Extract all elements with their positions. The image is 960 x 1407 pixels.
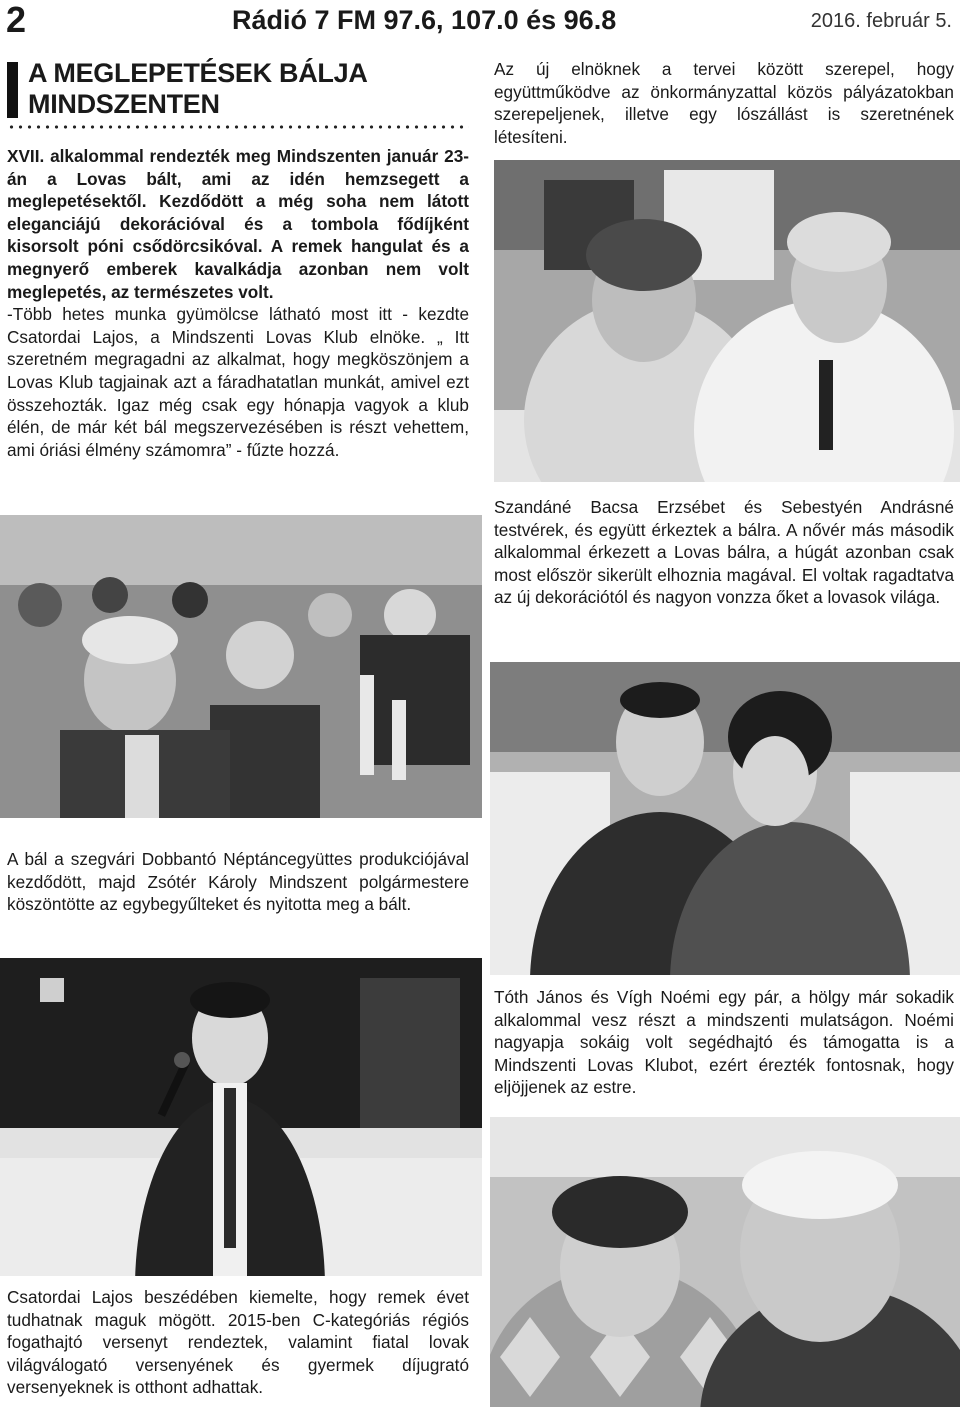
- article-body: -Több hetes munka gyümölcse látható most itt - kezdte Csatordai Lajos, a Mindszenti Lovas Klub elnöke. „ Itt szeretném megragadni az alkalmat, hogy megköszönjem a Lovas Klub tagjainak azt a fáradhatatlan munkát, amivel ezt összehozták. Igaz még csak egy hónapja vagyok a klub élén, de már két bál megszervezésében is részt vehettem, ami óriási élmény számomra” - fűzte hozzá.: [7, 304, 469, 460]
- photo-couple: [490, 662, 960, 975]
- station-name: Rádió 7 FM 97.6, 107.0 és 96.8: [232, 5, 617, 35]
- dotted-divider: [7, 124, 469, 130]
- article-text-left: [7, 145, 469, 461]
- caption-dance: A bál a szegvári Dobbantó Néptáncegyüttes produkciójával kezdődött, majd Zsótér Károly Mindszent polgármestere köszöntötte az egybegyűlteket és nyitotta meg a bált.: [7, 849, 469, 915]
- caption-speech: Csatordai Lajos beszédében kiemelte, hogy remek évet tudhatnak maguk mögött. 2015-ben C-kategóriás régiós fogathajtó versenyt rendeztek, valamint fiatal lovak világválogató versenyének és gyermek díjugrató versenyeknek is otthont adhattak.: [7, 1287, 469, 1398]
- page-header: [0, 0, 960, 46]
- photo-speaker: [0, 958, 482, 1276]
- photo-crowd: [0, 515, 482, 818]
- photo-sisters: [494, 160, 960, 482]
- article-right-intro: Az új elnöknek a tervei között szerepel, hogy együttműködve az önkormányzattal közös pályázatokban szerepeljenek, illetve egy lószállást is szeretnének létesíteni.: [494, 59, 954, 147]
- photo-older-couple: [490, 1117, 960, 1407]
- article-title: [28, 58, 368, 120]
- article-lead: XVII. alkalommal rendezték meg Mindszenten január 23-án a Lovas bált, ami az idén hemzsegett a meglepetésektől. Kezdődött a még soha nem látott eleganciájú dekorációval és a tombola fődíjként kisorsolt póni csődörcsikóval. A remek hangulat és a megnyerő emberek kavalkádja azonban nem volt meglepetés, az természetes volt.: [7, 146, 469, 302]
- article-title-line1: A MEGLEPETÉSEK BÁLJA: [28, 58, 368, 88]
- article-text-right: [494, 58, 954, 148]
- issue-date: 2016. február 5.: [810, 10, 952, 32]
- article-title-line2: MINDSZENTEN: [28, 89, 220, 119]
- title-accent-bar: [7, 62, 18, 118]
- caption-couple: Tóth János és Vígh Noémi egy pár, a hölgy már sokadik alkalommal vesz részt a mindszenti mulatságon. Noémi nagyapja sokáig volt segédhajtó és támogatta is a Mindszenti Lovas Klubot, ezért érezték fontosnak, hogy eljöjjenek az estre.: [494, 987, 954, 1098]
- page-number: 2: [6, 0, 27, 40]
- caption-sisters: Szandáné Bacsa Erzsébet és Sebestyén Andrásné testvérek, és együtt érkeztek a bálra. A nővér más második alkalommal érkezett a Lovas bálra, a húgát azonban csak most először sikerült elhoznia magával. El voltak ragadtatva az új dekorációtól és nagyon vonzza őket a lovasok világa.: [494, 497, 954, 608]
